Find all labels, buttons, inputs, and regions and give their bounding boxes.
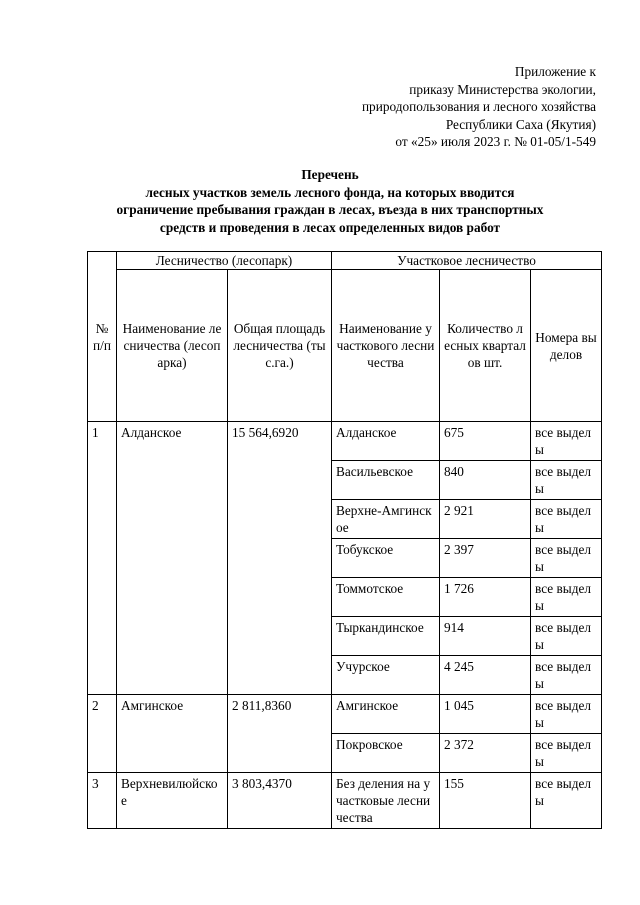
cell-area: 15 564,6920 xyxy=(228,422,332,695)
table-row xyxy=(88,422,602,461)
cell-district: Покровское xyxy=(332,734,440,773)
title-line: ограничение пребывания граждан в лесах, въезда в них транспортных xyxy=(116,202,544,218)
cell-quarters: 1 726 xyxy=(440,578,531,617)
approval-line: природопользования и лесного хозяйства xyxy=(361,99,596,115)
col-header-forestry-name: Наименование лесничества (лесопарка) xyxy=(117,270,228,422)
col-header-area: Общая площадь лесничества (тыс.га.) xyxy=(228,270,332,422)
cell-plots: все выделы xyxy=(531,773,602,829)
title-line: лесных участков земель лесного фонда, на которых вводится xyxy=(145,184,515,200)
cell-plots: все выделы xyxy=(531,656,602,695)
cell-plots: все выделы xyxy=(531,539,602,578)
cell-quarters: 914 xyxy=(440,617,531,656)
title-line: средств и проведения в лесах определенных видов работ xyxy=(159,219,501,235)
approval-line: приказу Министерства экологии, xyxy=(409,81,596,97)
cell-forestry: Верхневилюйское xyxy=(117,773,228,829)
cell-plots: все выделы xyxy=(531,461,602,500)
approval-line: Республики Саха (Якутия) xyxy=(445,116,596,132)
group-header-district: Участковое лесничество xyxy=(332,252,602,270)
cell-forestry: Алданское xyxy=(117,422,228,695)
document-title xyxy=(60,166,600,236)
col-header-plots: Номера выделов xyxy=(531,270,602,422)
cell-num: 1 xyxy=(88,422,117,695)
cell-district: Верхне-Амгинское xyxy=(332,500,440,539)
title-line: Перечень xyxy=(301,167,359,182)
cell-quarters: 2 921 xyxy=(440,500,531,539)
cell-area: 3 803,4370 xyxy=(228,773,332,829)
cell-district: Учурское xyxy=(332,656,440,695)
cell-quarters: 155 xyxy=(440,773,531,829)
cell-plots: все выделы xyxy=(531,734,602,773)
cell-plots: все выделы xyxy=(531,500,602,539)
cell-district: Томмотское xyxy=(332,578,440,617)
cell-quarters: 840 xyxy=(440,461,531,500)
col-header-quarters: Количество лесных кварталов шт. xyxy=(440,270,531,422)
cell-district: Тобукское xyxy=(332,539,440,578)
group-header-forestry: Лесничество (лесопарк) xyxy=(117,252,332,270)
cell-quarters: 4 245 xyxy=(440,656,531,695)
cell-quarters: 2 397 xyxy=(440,539,531,578)
cell-plots: все выделы xyxy=(531,578,602,617)
cell-num: 3 xyxy=(88,773,117,829)
cell-forestry: Амгинское xyxy=(117,695,228,773)
cell-plots: все выделы xyxy=(531,617,602,656)
cell-quarters: 2 372 xyxy=(440,734,531,773)
col-header-num: № п/п xyxy=(88,252,117,422)
table-row xyxy=(88,695,602,734)
cell-district: Тыркандинское xyxy=(332,617,440,656)
table-row xyxy=(88,773,602,829)
forest-plots-table xyxy=(87,251,602,829)
approval-line: от «25» июля 2023 г. № 01-05/1-549 xyxy=(395,134,596,150)
cell-district: Амгинское xyxy=(332,695,440,734)
approval-line: Приложение к xyxy=(514,64,596,79)
cell-num: 2 xyxy=(88,695,117,773)
cell-plots: все выделы xyxy=(531,422,602,461)
cell-district: Алданское xyxy=(332,422,440,461)
cell-plots: все выделы xyxy=(531,695,602,734)
cell-district: Васильевское xyxy=(332,461,440,500)
cell-area: 2 811,8360 xyxy=(228,695,332,773)
approval-header xyxy=(362,63,596,151)
cell-district: Без деления на участковые лесничества xyxy=(332,773,440,829)
col-header-district-name: Наименование участкового лесничества xyxy=(332,270,440,422)
cell-quarters: 1 045 xyxy=(440,695,531,734)
cell-quarters: 675 xyxy=(440,422,531,461)
